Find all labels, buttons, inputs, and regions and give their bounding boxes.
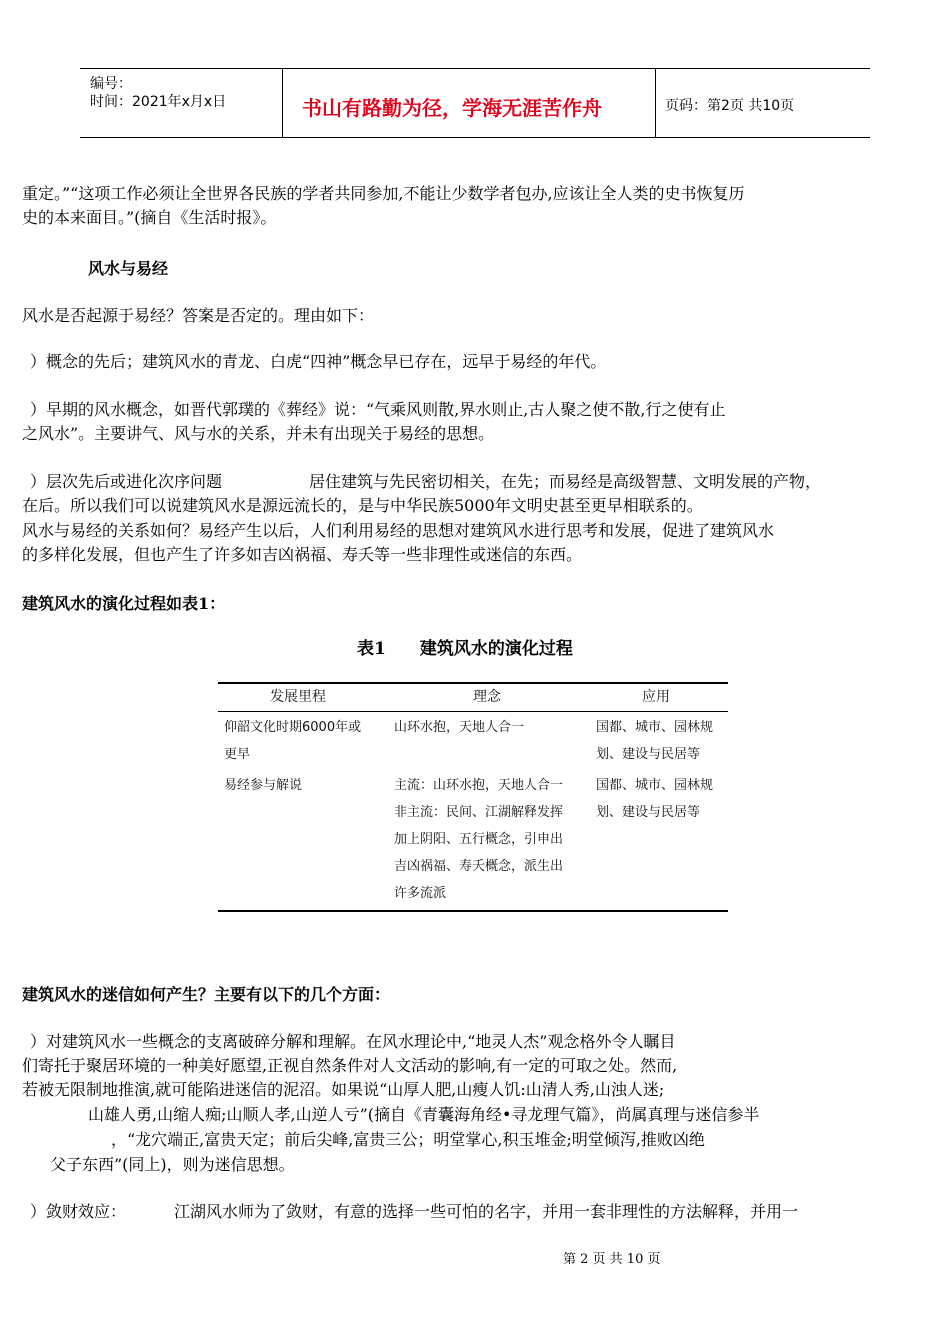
table-header-cell: 理念 <box>473 689 501 705</box>
paragraph-line: ，“龙穴端正,富贵天定；前后尖峰,富贵三公；明堂掌心,积玉堆金;明堂倾泻,推败凶绝 <box>111 1130 705 1149</box>
list-item: ）早期的风水概念，如晋代郭璞的《葬经》说：“气乘风则散,界水则止,古人聚之使不散,行之使有止 <box>30 400 726 419</box>
table-cell: 国都、城市、园林规 <box>596 778 714 793</box>
paragraph-line: 史的本来面目。”(摘自《生活时报》。 <box>22 208 277 227</box>
table-bottom-rule <box>218 910 728 912</box>
paragraph-line: 重定。”“这项工作必须让全世界各民族的学者共同参加,不能让少数学者包办,应该让全人类的史书恢复历 <box>22 184 745 203</box>
table-cell: 加上阴阳、五行概念，引申出 <box>394 832 564 847</box>
paragraph-line: 江湖风水师为了敛财，有意的选择一些可怕的名字，并用一套非理性的方法解释，并用一 <box>174 1202 799 1221</box>
paragraph-line: 们寄托于聚居环境的一种美好愿望,正视自然条件对人文活动的影响,有一定的可取之处。然而, <box>22 1056 678 1075</box>
paragraph-line: 风水与易经的关系如何？易经产生以后，人们利用易经的思想对建筑风水进行思考和发展，促进了建筑风水 <box>22 521 775 540</box>
table-cell: 易经参与解说 <box>224 778 303 793</box>
paragraph-line: 的多样化发展，但也产生了许多如吉凶祸福、寿夭等一些非理性或迷信的东西。 <box>22 545 583 564</box>
table-header-rule <box>218 711 728 712</box>
header-divider <box>655 69 656 137</box>
paragraph-line: 风水是否起源于易经？答案是否定的。理由如下： <box>22 306 375 325</box>
table-header-cell: 发展里程 <box>270 689 326 705</box>
paragraph-line: 之风水”。主要讲气、风与水的关系，并未有出现关于易经的思想。 <box>22 424 495 443</box>
page-info: 页码：第2页 共10页 <box>665 98 795 114</box>
page-footer: 第 2 页 共 10 页 <box>563 1252 661 1267</box>
table-cell: 划、建设与民居等 <box>596 747 701 762</box>
table-cell: 仰韶文化时期6000年或 <box>224 720 362 735</box>
table-cell: 山环水抱，天地人合一 <box>394 720 525 735</box>
header-divider <box>282 69 283 137</box>
paragraph-line: 在后。所以我们可以说建筑风水是源远流长的，是与中华民族5000年文明史甚至更早相联系的。 <box>22 496 703 515</box>
table-cell: 主流：山环水抱，天地人合一 <box>394 778 564 793</box>
date-label: 时间：2021年x月x日 <box>90 94 227 110</box>
evolution-table <box>218 682 728 912</box>
table-cell: 更早 <box>224 747 251 762</box>
paragraph-line: 居住建筑与先民密切相关，在先；而易经是高级智慧、文明发展的产物， <box>309 472 822 491</box>
table-cell: 许多流派 <box>394 886 447 901</box>
table-caption: 表1 建筑风水的演化过程 <box>357 639 573 659</box>
section-heading: 风水与易经 <box>88 259 169 278</box>
paragraph-line: 若被无限制地推演,就可能陷进迷信的泥沼。如果说“山厚人肥,山瘦人饥:山清人秀,山浊人迷; <box>22 1080 665 1099</box>
table-cell: 吉凶祸福、寿夭概念，派生出 <box>394 859 564 874</box>
paragraph-line: 父子东西”(同上)，则为迷信思想。 <box>50 1155 295 1174</box>
list-item: ）敛财效应： <box>30 1202 127 1221</box>
list-item: ）概念的先后；建筑风水的青龙、白虎“四神”概念早已存在，远早于易经的年代。 <box>30 352 607 371</box>
section-heading: 建筑风水的演化过程如表1： <box>22 594 226 613</box>
paragraph-line: 山雄人勇,山缩人痴;山顺人孝,山逆人亏”(摘自《青囊海角经•寻龙理气篇》，尚属真理与迷信参半 <box>88 1105 760 1124</box>
list-item: ）层次先后或进化次序问题 <box>30 472 223 491</box>
section-heading: 建筑风水的迷信如何产生？主要有以下的几个方面： <box>22 985 391 1004</box>
table-cell: 国都、城市、园林规 <box>596 720 714 735</box>
list-item: ）对建筑风水一些概念的支离破碎分解和理解。在风水理论中,“地灵人杰”观念格外令人瞩目 <box>30 1032 676 1051</box>
table-cell: 划、建设与民居等 <box>596 805 701 820</box>
table-cell: 非主流：民间、江湖解释发挥 <box>394 805 564 820</box>
header-motto: 书山有路勤为径，学海无涯苦作舟 <box>302 96 602 120</box>
table-header-cell: 应用 <box>642 689 670 705</box>
page-header <box>80 68 870 138</box>
number-label: 编号： <box>90 76 132 92</box>
